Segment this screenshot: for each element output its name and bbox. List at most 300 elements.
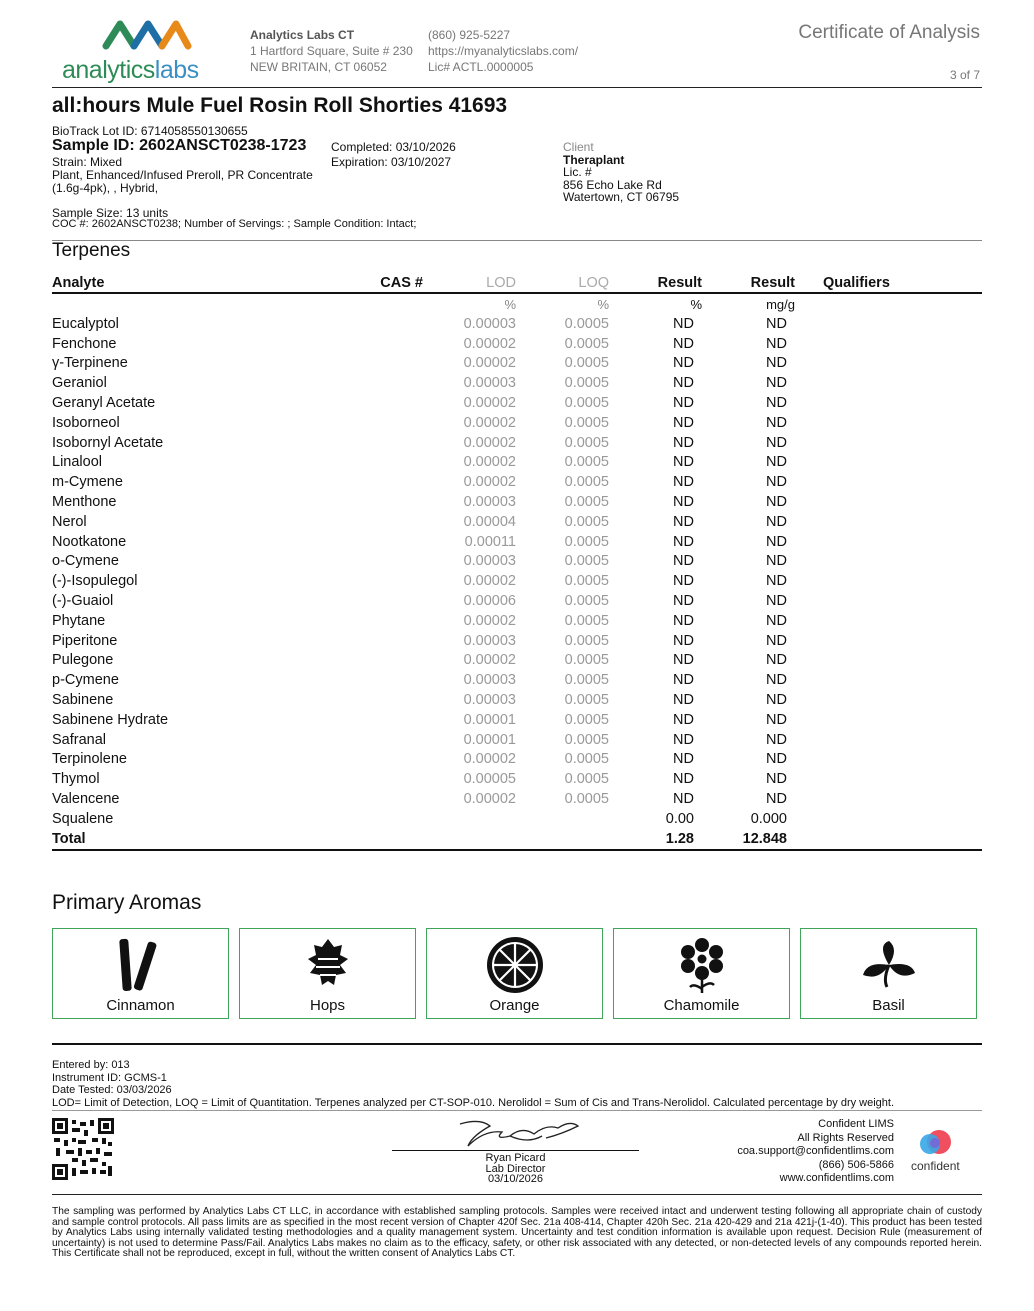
loq-cell: 0.0005	[564, 414, 609, 431]
analyte-name: Nootkatone	[52, 533, 127, 550]
loq-cell: 0.0005	[564, 612, 609, 629]
qualifier-cell	[799, 314, 982, 334]
cas-cell	[302, 393, 427, 413]
table-row	[52, 730, 982, 750]
cas-cell	[302, 591, 427, 611]
table-row	[52, 809, 982, 829]
analyte-name: Geranyl Acetate	[52, 395, 156, 412]
lod-cell: 0.00001	[463, 731, 516, 748]
lab-address2: NEW BRITAIN, CT 06052	[250, 60, 387, 74]
disclaimer: The sampling was performed by Analytics Labs CT LLC, in accordance with established sampling protocols. Samples were received intact and underwent testing following all appropriate chain of custody and sample control protocols. All pass limits are as specified in the most recent version of Chapter 420f Sec. 21a 408-414, Chapter 420h Sec. 21a 420-429 and 21a 421j-(1-40). This product has been tested by Analytics Labs using internally validated testing methodologies and a quality management system. Uncertainty and test condition information is available upon request. Decision Rule (measurement of uncertainty) is not used to determine Pass/Fail. Analytics Labs makes no claim as to the efficacy, safety, or other risk associated with any detected, or non-detected levels of any compounds reported herein. This Certificate shall not be reproduced, except in full, without the written consent of Analytics Labs CT.	[52, 1206, 982, 1259]
result-mg-cell: ND	[766, 434, 787, 451]
aroma-card-hops	[239, 928, 416, 1019]
qualifier-cell	[799, 769, 982, 789]
result-mg-cell: ND	[766, 573, 787, 590]
loq-cell: 0.0005	[564, 692, 609, 709]
lod-cell: 0.00006	[463, 593, 516, 610]
cas-cell	[302, 710, 427, 730]
lab-contact	[428, 27, 578, 75]
result-pct-cell: ND	[673, 791, 694, 808]
result-mg-cell: ND	[766, 593, 787, 610]
qualifier-cell	[799, 433, 982, 453]
result-mg-cell: ND	[766, 494, 787, 511]
unit-result-pct: %	[690, 296, 702, 312]
info-divider	[52, 240, 982, 241]
aroma-label: Hops	[309, 997, 346, 1014]
result-mg-cell: ND	[766, 395, 787, 412]
client-info	[563, 141, 679, 204]
cas-cell	[302, 453, 427, 473]
lod-cell	[427, 809, 520, 829]
cas-cell	[302, 750, 427, 770]
result-pct-cell: 0.00	[665, 810, 694, 827]
unit-result-mg: mg/g	[766, 296, 795, 312]
lims-url[interactable]: www.confidentlims.com	[779, 1172, 894, 1184]
lod-cell: 0.00003	[463, 632, 516, 649]
result-mg-cell: ND	[766, 731, 787, 748]
table-row	[52, 750, 982, 770]
aroma-label: Cinnamon	[106, 997, 175, 1014]
result-mg-cell: ND	[766, 771, 787, 788]
product-name: all:hours Mule Fuel Rosin Roll Shorties 41693	[52, 94, 508, 117]
result-pct-cell: ND	[673, 434, 694, 451]
result-mg-cell: ND	[766, 375, 787, 392]
company-logo	[60, 16, 232, 86]
result-pct-cell: ND	[673, 513, 694, 530]
qualifier-cell	[799, 710, 982, 730]
result-mg-cell: ND	[766, 553, 787, 570]
lims-phone: (866) 506-5866	[818, 1158, 894, 1171]
analyte-name: Isoborneol	[52, 414, 120, 431]
logo-text-analytics: analytics	[62, 56, 155, 84]
result-pct-cell: ND	[673, 593, 694, 610]
cas-cell	[302, 532, 427, 552]
lod-cell: 0.00002	[463, 454, 516, 471]
cas-cell	[302, 354, 427, 374]
qualifier-cell	[799, 591, 982, 611]
qualifier-cell	[799, 532, 982, 552]
cas-cell	[302, 611, 427, 631]
result-mg-cell: ND	[766, 632, 787, 649]
result-pct-cell: ND	[673, 652, 694, 669]
lod-cell: 0.00003	[463, 375, 516, 392]
qualifier-cell	[799, 611, 982, 631]
signature-line	[392, 1150, 639, 1151]
aroma-card-basil	[800, 928, 977, 1019]
analyte-name: Isobornyl Acetate	[52, 434, 164, 451]
loq-cell: 0.0005	[564, 335, 609, 352]
loq-cell: 0.0005	[564, 632, 609, 649]
loq-cell: 0.0005	[564, 315, 609, 332]
aroma-card-cinnamon	[52, 928, 229, 1019]
meta-divider	[52, 1110, 982, 1111]
analyte-name: Safranal	[52, 731, 107, 748]
table-row	[52, 552, 982, 572]
lab-license: Lic# ACTL.0000005	[428, 60, 534, 74]
header-analyte: Analyte	[52, 274, 302, 293]
qr-code-icon[interactable]	[52, 1118, 114, 1180]
lod-cell: 0.00004	[463, 513, 516, 530]
lod-cell: 0.00002	[463, 474, 516, 491]
result-mg-cell: ND	[766, 513, 787, 530]
table-row	[52, 710, 982, 730]
lod-cell: 0.00001	[463, 711, 516, 728]
lod-cell: 0.00003	[463, 692, 516, 709]
entered-by: Entered by: 013	[52, 1059, 130, 1071]
analyte-name: Linalool	[52, 454, 102, 471]
loq-cell: 0.0005	[564, 375, 609, 392]
analyte-name: (-)-Guaiol	[52, 593, 114, 610]
cas-cell	[302, 433, 427, 453]
loq-cell: 0.0005	[564, 355, 609, 372]
chamomile-icon	[672, 935, 732, 995]
header-lod: LOD	[427, 274, 520, 293]
loq-cell: 0.0005	[564, 751, 609, 768]
result-mg-cell: ND	[766, 612, 787, 629]
result-mg-cell: ND	[766, 355, 787, 372]
table-row	[52, 314, 982, 334]
lod-cell: 0.00002	[463, 652, 516, 669]
page-number: 3 of 7	[949, 68, 980, 82]
result-mg-cell: ND	[766, 672, 787, 689]
unit-lod: %	[504, 296, 516, 312]
result-pct-cell: ND	[673, 692, 694, 709]
result-mg-cell: ND	[766, 454, 787, 471]
qualifier-cell	[799, 809, 982, 829]
test-meta	[52, 1059, 894, 1109]
confident-logo-icon	[918, 1128, 954, 1158]
result-pct-cell: ND	[673, 414, 694, 431]
loq-cell: 0.0005	[564, 513, 609, 530]
lab-url[interactable]: https://myanalyticslabs.com/	[428, 44, 579, 58]
loq-cell: 0.0005	[564, 494, 609, 511]
disclaimer-divider	[52, 1194, 982, 1195]
cas-cell	[302, 631, 427, 651]
analyte-name: Menthone	[52, 494, 117, 511]
lims-info	[737, 1118, 894, 1186]
result-mg-cell: ND	[766, 652, 787, 669]
lod-cell: 0.00002	[463, 791, 516, 808]
orange-icon	[485, 935, 545, 995]
table-row	[52, 690, 982, 710]
result-pct-cell: ND	[673, 355, 694, 372]
cas-cell	[302, 373, 427, 393]
cas-cell	[302, 730, 427, 750]
table-row	[52, 651, 982, 671]
result-pct-cell: ND	[673, 672, 694, 689]
loq-cell: 0.0005	[564, 711, 609, 728]
total-label: Total	[52, 829, 302, 850]
table-row	[52, 354, 982, 374]
qualifier-cell	[799, 631, 982, 651]
analyte-name: Eucalyptol	[52, 315, 119, 332]
qualifier-cell	[799, 512, 982, 532]
table-row	[52, 532, 982, 552]
loq-cell: 0.0005	[564, 771, 609, 788]
table-row	[52, 472, 982, 492]
aroma-label: Orange	[489, 997, 540, 1014]
loq-cell: 0.0005	[564, 474, 609, 491]
lod-cell: 0.00002	[463, 612, 516, 629]
cas-cell	[302, 571, 427, 591]
signer-name: Ryan Picard	[485, 1152, 546, 1164]
section-title-aromas: Primary Aromas	[52, 891, 202, 914]
table-row	[52, 512, 982, 532]
completed-date: Completed: 03/10/2026	[331, 140, 456, 154]
sample-id: Sample ID: 2602ANSCT0238-1723	[52, 137, 307, 154]
result-pct-cell: ND	[673, 632, 694, 649]
analyte-name: Piperitone	[52, 632, 118, 649]
table-row	[52, 789, 982, 809]
qualifier-cell	[799, 413, 982, 433]
qualifier-cell	[799, 571, 982, 591]
result-pct-cell: ND	[673, 771, 694, 788]
loq-cell: 0.0005	[564, 573, 609, 590]
cas-cell	[302, 670, 427, 690]
qualifier-cell	[799, 730, 982, 750]
instrument-id: Instrument ID: GCMS-1	[52, 1071, 167, 1084]
client-address1: 856 Echo Lake Rd	[563, 177, 662, 192]
cas-cell	[302, 769, 427, 789]
lod-cell: 0.00002	[463, 573, 516, 590]
lod-cell: 0.00002	[463, 335, 516, 352]
qualifier-cell	[799, 472, 982, 492]
total-mg: 12.848	[706, 829, 799, 850]
header-qualifiers: Qualifiers	[799, 274, 982, 293]
lod-cell: 0.00011	[464, 533, 516, 550]
qualifier-cell	[799, 492, 982, 512]
result-pct-cell: ND	[673, 612, 694, 629]
aroma-label: Basil	[872, 997, 905, 1014]
coc-info: COC #: 2602ANSCT0238; Number of Servings: ; Sample Condition: Intact;	[52, 218, 417, 230]
result-mg-cell: ND	[766, 711, 787, 728]
lod-cell: 0.00003	[463, 553, 516, 570]
analyte-name: Thymol	[52, 771, 100, 788]
cas-cell	[302, 690, 427, 710]
cas-cell	[302, 492, 427, 512]
qualifier-cell	[799, 789, 982, 809]
lod-cell: 0.00003	[463, 494, 516, 511]
units-row	[52, 293, 982, 314]
table-row	[52, 631, 982, 651]
analyte-name: o-Cymene	[52, 553, 119, 570]
result-pct-cell: ND	[673, 573, 694, 590]
biotrack-lot-id: BioTrack Lot ID: 6714058550130655	[52, 124, 248, 138]
cinnamon-icon	[111, 935, 171, 995]
total-pct: 1.28	[613, 829, 706, 850]
loq-cell: 0.0005	[564, 731, 609, 748]
result-pct-cell: ND	[673, 494, 694, 511]
table-header-row	[52, 274, 982, 293]
total-row	[52, 829, 982, 850]
date-tested: Date Tested: 03/03/2026	[52, 1084, 172, 1096]
result-mg-cell: ND	[766, 791, 787, 808]
table-row	[52, 334, 982, 354]
client-license: Lic. #	[563, 165, 592, 179]
product-category-2: (1.6g-4pk), , Hybrid,	[52, 181, 159, 195]
analyte-name: Nerol	[52, 513, 87, 530]
signer-date: 03/10/2026	[487, 1173, 544, 1185]
table-row	[52, 591, 982, 611]
logo-mark-icon	[102, 18, 192, 52]
unit-loq: %	[597, 296, 609, 312]
total-qualifier	[799, 829, 982, 850]
lod-cell: 0.00003	[463, 315, 516, 332]
table-row	[52, 393, 982, 413]
lod-cell: 0.00002	[463, 414, 516, 431]
table-row	[52, 571, 982, 591]
lod-cell: 0.00003	[463, 672, 516, 689]
sample-size: Sample Size: 13 units	[52, 206, 169, 220]
terpenes-table-body	[52, 293, 982, 850]
loq-cell: 0.0005	[564, 553, 609, 570]
lims-email[interactable]: coa.support@confidentlims.com	[737, 1145, 894, 1157]
table-row	[52, 769, 982, 789]
cas-cell	[302, 552, 427, 572]
dates	[331, 140, 456, 170]
signer-title: Lab Director	[485, 1162, 546, 1175]
cas-cell	[302, 472, 427, 492]
result-mg-cell: ND	[766, 335, 787, 352]
lod-cell: 0.00005	[463, 771, 516, 788]
analyte-name: m-Cymene	[52, 474, 123, 491]
signer-block	[392, 1153, 639, 1185]
table-row	[52, 670, 982, 690]
analyte-name: Sabinene Hydrate	[52, 711, 169, 728]
result-mg-cell: ND	[766, 315, 787, 332]
qualifier-cell	[799, 690, 982, 710]
hops-icon	[298, 935, 358, 995]
header-result-pct: Result	[613, 274, 706, 293]
analyte-name: Sabinene	[52, 692, 114, 709]
analyte-name: Squalene	[52, 810, 114, 827]
client-name: Theraplant	[563, 152, 625, 167]
qualifier-cell	[799, 651, 982, 671]
strain: Strain: Mixed	[52, 155, 123, 169]
analyte-name: Terpinolene	[52, 751, 127, 768]
cas-cell	[302, 413, 427, 433]
analyte-name: Pulegone	[52, 652, 114, 669]
table-row	[52, 413, 982, 433]
basil-icon	[859, 935, 919, 995]
aroma-label: Chamomile	[663, 997, 740, 1014]
header-result-mg: Result	[706, 274, 799, 293]
cas-cell	[302, 651, 427, 671]
qualifier-cell	[799, 354, 982, 374]
total-lod	[427, 829, 520, 850]
client-label: Client	[563, 140, 594, 154]
loq-cell: 0.0005	[564, 434, 609, 451]
loq-cell: 0.0005	[564, 454, 609, 471]
result-mg-cell: ND	[766, 414, 787, 431]
lab-info	[250, 27, 413, 75]
lab-address1: 1 Hartford Square, Suite # 230	[250, 44, 413, 58]
loq-cell: 0.0005	[564, 652, 609, 669]
terpenes-table	[52, 274, 982, 851]
loq-cell: 0.0005	[564, 791, 609, 808]
aroma-card-orange	[426, 928, 603, 1019]
lod-cell: 0.00002	[463, 434, 516, 451]
result-pct-cell: ND	[673, 711, 694, 728]
lod-cell: 0.00002	[463, 395, 516, 412]
analyte-name: p-Cymene	[52, 672, 119, 689]
document-title: Certificate of Analysis	[798, 22, 980, 43]
table-row	[52, 433, 982, 453]
product-details	[52, 156, 313, 195]
cas-cell	[302, 809, 427, 829]
result-pct-cell: ND	[673, 315, 694, 332]
analyte-name: Geraniol	[52, 375, 107, 392]
qualifier-cell	[799, 670, 982, 690]
result-pct-cell: ND	[673, 474, 694, 491]
result-pct-cell: ND	[673, 731, 694, 748]
analyte-name: (-)-Isopulegol	[52, 573, 138, 590]
result-pct-cell: ND	[673, 335, 694, 352]
loq-cell: 0.0005	[564, 395, 609, 412]
total-cas	[302, 829, 427, 850]
qualifier-cell	[799, 552, 982, 572]
lod-cell: 0.00002	[463, 355, 516, 372]
qualifier-cell	[799, 393, 982, 413]
lod-note: LOD= Limit of Detection, LOQ = Limit of Quantitation. Terpenes analyzed per CT-SOP-010. Nerolidol = Sum of Cis and Trans-Nerolidol. Calculated percentage by dry weight.	[52, 1096, 895, 1109]
header-divider	[52, 87, 982, 88]
analyte-name: Phytane	[52, 612, 106, 629]
header-loq: LOQ	[520, 274, 613, 293]
loq-cell: 0.0005	[564, 533, 609, 550]
analyte-name: Valencene	[52, 791, 120, 808]
header-cas: CAS #	[302, 274, 427, 293]
analyte-name: Fenchone	[52, 335, 117, 352]
table-row	[52, 453, 982, 473]
result-pct-cell: ND	[673, 454, 694, 471]
lims-rights: All Rights Reserved	[797, 1131, 894, 1144]
cas-cell	[302, 334, 427, 354]
confident-brand: confident	[911, 1159, 960, 1173]
lims-name: Confident LIMS	[818, 1118, 894, 1130]
cas-cell	[302, 789, 427, 809]
cas-cell	[302, 314, 427, 334]
lab-name: Analytics Labs CT	[250, 28, 355, 42]
product-category: Plant, Enhanced/Infused Preroll, PR Concentrate	[52, 168, 313, 182]
aromas-divider	[52, 1043, 982, 1045]
result-mg-cell: ND	[766, 692, 787, 709]
result-mg-cell: 0.000	[750, 810, 787, 827]
lod-cell: 0.00002	[463, 751, 516, 768]
result-mg-cell: ND	[766, 533, 787, 550]
loq-cell: 0.0005	[564, 593, 609, 610]
result-pct-cell: ND	[673, 553, 694, 570]
section-title-terpenes: Terpenes	[52, 240, 131, 261]
table-row	[52, 373, 982, 393]
table-row	[52, 611, 982, 631]
signature-icon	[450, 1116, 590, 1150]
loq-cell	[520, 809, 613, 829]
qualifier-cell	[799, 453, 982, 473]
expiration-date: Expiration: 03/10/2027	[331, 155, 452, 169]
qualifier-cell	[799, 750, 982, 770]
result-mg-cell: ND	[766, 751, 787, 768]
qualifier-cell	[799, 334, 982, 354]
result-pct-cell: ND	[673, 395, 694, 412]
cas-cell	[302, 512, 427, 532]
client-address2: Watertown, CT 06795	[563, 190, 680, 204]
result-pct-cell: ND	[673, 533, 694, 550]
qualifier-cell	[799, 373, 982, 393]
result-mg-cell: ND	[766, 474, 787, 491]
result-pct-cell: ND	[673, 375, 694, 392]
result-pct-cell: ND	[673, 751, 694, 768]
logo-text-labs: labs	[154, 56, 199, 84]
